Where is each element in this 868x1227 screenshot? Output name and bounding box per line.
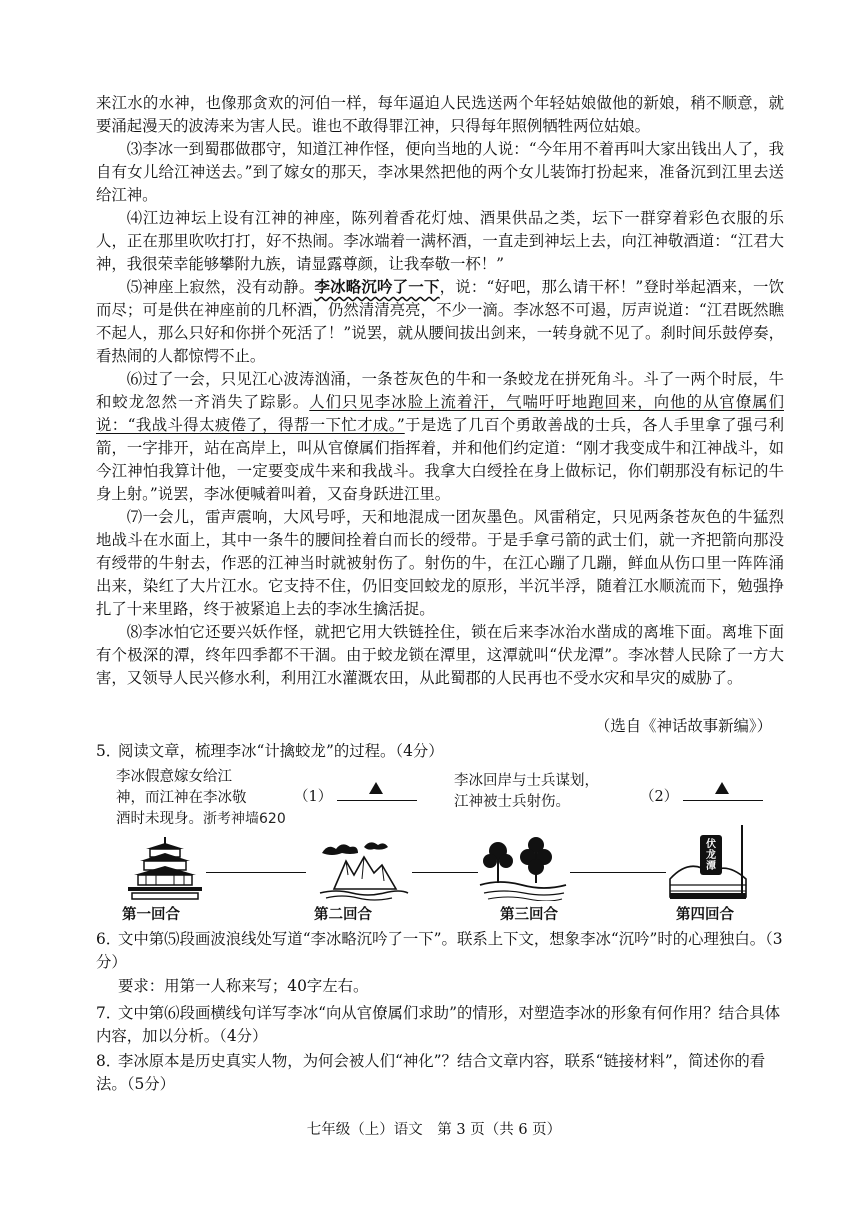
blank-2[interactable]: [640, 785, 763, 806]
connector-line: [570, 872, 666, 873]
connector-line: [412, 872, 478, 873]
paragraph-6-lead: ⑹过了一会，只见江心波涛汹涌，一条苍灰色的牛和一条蛟龙在拼死角斗。斗了一两个时辰，牛和蛟龙忽然一齐消失了踪影。: [96, 370, 784, 411]
mountain-cloud-icon: [312, 835, 412, 901]
blank-2-line[interactable]: [683, 786, 763, 801]
paragraph-5: [96, 276, 784, 368]
round-1-line-3-text: 酒时未现身。: [116, 811, 203, 827]
paragraph-3: ⑶李冰一到蜀郡做郡守，知道江神作怪，便向当地的人说：“今年用不着再叫大家出钱出人了，我自有女儿给江神送去。”到了嫁女的那天，李冰果然把他的两个女儿装饰打扮起来，准备沉到江里去送给江神。: [96, 140, 784, 204]
round-4-label: 第四回合: [676, 906, 734, 923]
flow-diagram: [100, 765, 780, 925]
question-text: 文中第⑹段画横线句详写李冰“向从官僚属们求助”的情形，对塑造李冰的形象有何作用？结合具体内容，加以分析。（4分）: [96, 1004, 781, 1045]
round-1-line-2: 神，而江神在李冰敬: [116, 790, 247, 806]
paragraph-2-continued: 来江水的水神，也像那贪欢的河伯一样，每年逼迫人民选送两个年轻姑娘做他的新娘，稍不顺意，就要涌起漫天的波涛来为害人民。谁也不敢得罪江神，只得每年照例牺牲两位姑娘。: [96, 94, 784, 135]
blank-1-label: （1）: [294, 789, 333, 805]
trees-bank-icon: [478, 835, 568, 901]
round-2-label: 第二回合: [314, 906, 372, 923]
round-3-label: 第三回合: [500, 906, 558, 923]
question-7: [96, 1002, 784, 1048]
round-3-description: [454, 771, 599, 813]
paragraph-7: ⑺一会儿，雷声震响，大风号呼，天和地混成一团灰墨色。风雷稍定，只见两条苍灰色的牛猛烈地战斗在水面上，其中一条牛的腰间拴着白而长的绶带。于是手拿弓箭的武士们，就一齐把箭向那没有绶带的牛射去，作恶的江神当时就被射伤了。射伤的牛，在江心蹦了几蹦，鲜血从伤口里一阵阵涌出来，染红了大片江水。它支持不住，仍旧变回蛟龙的原形，半沉半浮，随着江水顺流而下，勉强挣扎了十来里路，终于被紧追上去的李冰生擒活捉。: [96, 508, 784, 618]
question-6: [96, 928, 784, 974]
underlined-sentence: 人们只见李冰脸上流着汗，气喘吁吁地跑回来，向他的从官僚属们说：“我战斗得太疲倦了，得帮一下忙才成。”: [96, 393, 784, 434]
blank-1-line[interactable]: [337, 786, 417, 801]
paragraph-5-rest: ，说：“好吧，那么请干杯！”登时举起酒来，一饮而尽；可是供在神座前的几杯酒，仍然清清亮亮，不少一滴。李冰怒不可遏，厉声说道：“江君既然瞧不起人，那么只好和你拼个死活了！”说罢，就从腰间拔出剑来，一转身就不见了。刹时间乐鼓停奏，看热闹的人都惊愕不止。: [96, 278, 784, 365]
connector-line: [206, 872, 306, 873]
blank-2-label: （2）: [640, 789, 679, 805]
triangle-icon: [369, 782, 383, 794]
paragraph-8: ⑻李冰怕它还要兴妖作怪，就把它用大铁链拴住，锁在后来李冰治水凿成的离堆下面。离堆下面有个极深的潭，终年四季都不干涸。由于蛟龙锁在潭里，这潭就叫“伏龙潭”。李冰替人民除了一方大害，又领导人民兴修水利，利用江水灌溉农田，从此蜀郡的人民再也不受水灾和旱灾的威胁了。: [96, 623, 784, 687]
round-1-line-3: [116, 809, 286, 830]
paragraph-6-rest: 于是选了几百个勇敢善战的士兵，各人手里拿了强弓利箭，一字排开，站在高岸上，叫从官僚属们指挥着，并和他们约定道：“刚才我变成牛和江神战斗，如今江神怕我算计他，一定要变成牛来和我战斗。我拿大白绶拴在身上做标记，你们朝那没有标记的牛身上射。”说罢，李冰便喊着叫着，又奋身跃进江里。: [96, 416, 784, 503]
triangle-icon: [715, 782, 729, 794]
round-3-line-1: 李冰回岸与士兵谋划，: [454, 773, 599, 789]
question-text: 李冰原本是历史真实人物，为何会被人们“神化”？结合文章内容，联系“链接材料”，简述你的看法。（5分）: [96, 1052, 766, 1093]
question-text: 文中第⑸段画波浪线处写道“李冰略沉吟了一下”。联系上下文，想象李冰“沉吟”时的心理独白。（3分）: [96, 930, 783, 971]
question-number: 5．: [96, 742, 122, 760]
source-citation: （选自《神话故事新编》）: [595, 717, 772, 735]
sign-inscription: 伏龙潭: [706, 839, 716, 872]
round-3-line-2: 江神被士兵射伤。: [454, 794, 570, 810]
question-number: 6．: [96, 930, 122, 948]
wavy-underlined-phrase: 李冰略沉吟了一下: [314, 278, 440, 296]
question-text: 阅读文章，梳理李冰“计擒蛟龙”的过程。（4分）: [118, 742, 444, 760]
question-5: [96, 740, 784, 763]
page-footer: 七年级（上）语文 第 3 页（共 6 页）: [306, 1122, 562, 1138]
paragraph-4: ⑷江边神坛上设有江神的神座，陈列着香花灯烛、酒果供品之类，坛下一群穿着彩色衣服的乐人，正在那里吹吹打打，好不热闹。李冰端着一满杯酒，一直走到神坛上去，向江神敬酒道：“江君大神，我很荣幸能够攀附九族，请显露尊颜，让我奉敬一杯！”: [96, 209, 784, 273]
temple-icon: [126, 835, 204, 901]
round-1-label: 第一回合: [122, 906, 180, 923]
paragraph-5-lead: ⑸神座上寂然，没有动静。: [126, 278, 315, 296]
article-text: [96, 92, 784, 690]
blank-1[interactable]: [294, 785, 417, 806]
question-8: [96, 1050, 784, 1096]
question-6-requirement: 要求：用第一人称来写；40字左右。: [118, 977, 369, 995]
round-1-description: [116, 767, 286, 830]
paragraph-6: [96, 368, 784, 506]
question-number: 7．: [96, 1004, 122, 1022]
round-1-line-1: 李冰假意嫁女给江: [116, 769, 232, 785]
question-number: 8．: [96, 1052, 122, 1070]
watermark-text: 浙考神墙620: [203, 811, 286, 827]
